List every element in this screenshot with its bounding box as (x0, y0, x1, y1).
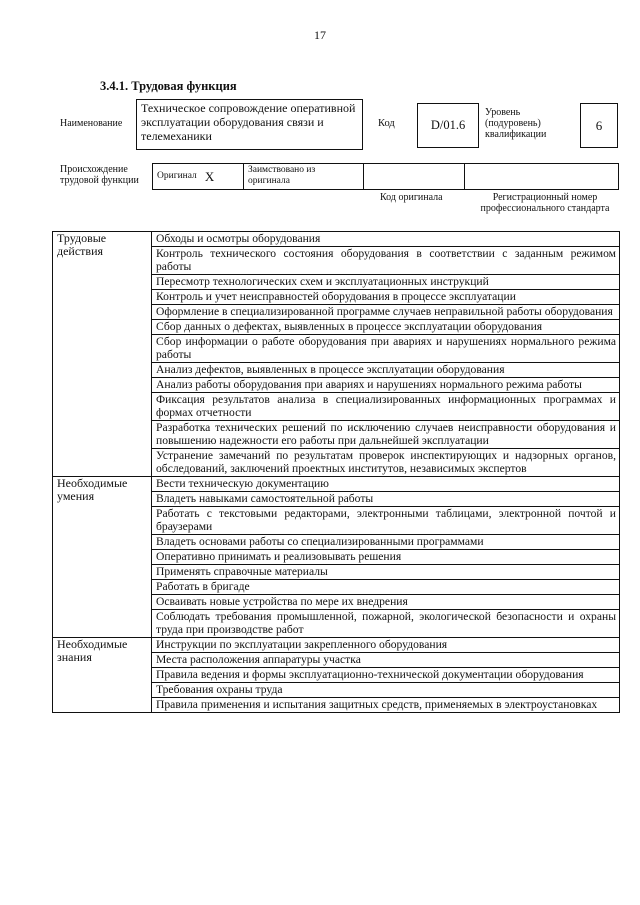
item-cell: Оформление в специализированной программе случаев неправильной работы оборудования (152, 305, 620, 320)
table-row (53, 477, 620, 492)
item-cell: Оперативно принимать и реализовывать решения (152, 550, 620, 565)
item-cell: Владеть основами работы со специализированными программами (152, 535, 620, 550)
name-label: Наименование (60, 118, 123, 129)
item-cell: Пересмотр технологических схем и эксплуатационных инструкций (152, 275, 620, 290)
item-cell: Применять справочные материалы (152, 565, 620, 580)
item-cell: Правила ведения и формы эксплуатационно-технической документации оборудования (152, 668, 620, 683)
section-title: 3.4.1. Трудовая функция (100, 79, 237, 93)
origin-label: Происхождение трудовой функции (60, 164, 139, 186)
code-label: Код (378, 118, 395, 129)
item-cell: Фиксация результатов анализа в специализированных информационных программах и формах отчетности (152, 393, 620, 421)
item-cell: Требования охраны труда (152, 683, 620, 698)
item-cell: Владеть навыками самостоятельной работы (152, 492, 620, 507)
item-cell: Сбор информации о работе оборудования при авариях и нарушениях нормального режима работы (152, 335, 620, 363)
item-cell: Устранение замечаний по результатам проверок инспектирующих и надзорных органов, обследований, заключений проектных институтов, независимых экспертов (152, 449, 620, 477)
item-cell: Работать с текстовыми редакторами, электронными таблицами, электронной почтой и браузерами (152, 507, 620, 535)
code-original-caption: Код оригинала (380, 192, 443, 203)
origin-original-cell (153, 164, 244, 189)
item-cell: Сбор данных о дефектах, выявленных в процессе эксплуатации оборудования (152, 320, 620, 335)
table-row (53, 638, 620, 653)
category-cell: Трудовые действия (53, 232, 152, 477)
item-cell: Соблюдать требования промышленной, пожарной, экологической безопасности и охраны труда при производстве работ (152, 610, 620, 638)
item-cell: Анализ дефектов, выявленных в процессе эксплуатации оборудования (152, 363, 620, 378)
name-value-box: Техническое сопровождение оперативной эксплуатации оборудования связи и телемеханики (136, 99, 363, 150)
code-value-box: D/01.6 (417, 103, 479, 148)
table-row (53, 232, 620, 247)
code-original-cell (364, 164, 465, 189)
original-label: Оригинал (157, 171, 197, 181)
item-cell: Разработка технических решений по исключению случаев неисправности оборудования и повышению надежности его работы при дальнейшей эксплуатации (152, 421, 620, 449)
item-cell: Места расположения аппаратуры участка (152, 653, 620, 668)
category-cell: Необходимые знания (53, 638, 152, 713)
item-cell: Осваивать новые устройства по мере их внедрения (152, 595, 620, 610)
item-cell: Контроль технического состояния оборудования в соответствии с заданным режимом работы (152, 247, 620, 275)
item-cell: Анализ работы оборудования при авариях и нарушениях нормального режима работы (152, 378, 620, 393)
page-number: 17 (314, 28, 326, 42)
original-mark: X (204, 169, 215, 184)
reg-number-cell (465, 164, 618, 189)
item-cell: Правила применения и испытания защитных средств, применяемых в электроустановках (152, 698, 620, 713)
level-label: Уровень (подуровень) квалификации (485, 107, 547, 140)
borrowed-cell: Заимствовано из оригинала (244, 164, 364, 189)
item-cell: Инструкции по эксплуатации закрепленного оборудования (152, 638, 620, 653)
item-cell: Работать в бригаде (152, 580, 620, 595)
level-value-box: 6 (580, 103, 618, 148)
category-cell: Необходимые умения (53, 477, 152, 638)
item-cell: Обходы и осмотры оборудования (152, 232, 620, 247)
item-cell: Вести техническую документацию (152, 477, 620, 492)
reg-number-caption: Регистрационный номер профессионального стандарта (480, 192, 610, 214)
function-table (52, 231, 620, 713)
item-cell: Контроль и учет неисправностей оборудования в процессе эксплуатации (152, 290, 620, 305)
origin-row (152, 163, 619, 190)
